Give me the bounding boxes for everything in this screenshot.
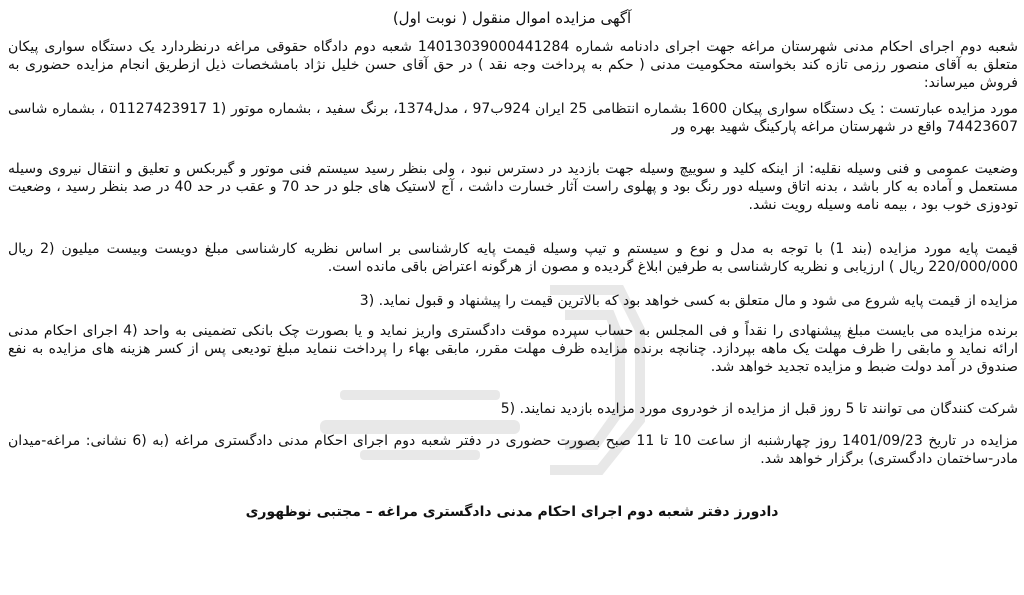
- item-vehicle-condition: وضعیت عمومی و فنی وسیله نقلیه: از اینکه کلید و سوییچ وسیله جهت بازدید در دسترس نبود ، ولی بنظر رسید سیستم فنی موتور و گیربکس و تعلیق و انتقال نیروی وسیله مستعمل و آماده به کار باشد ، بدنه اتاق وسیله دور رنگ بود و پهلوی راست آثار خسارت داشت ، آج لاستیک های جلو در حد 70 و عقب در حد 40 در صد بنظر رسید ، وضعیت تودوزی خوب بود ، بیمه نامه وسیله رویت نشد.: [8, 161, 1018, 213]
- intro-paragraph: شعبه دوم اجرای احکام مدنی شهرستان مراغه جهت اجرای دادنامه شماره 14013039000441284 شعبه دوم دادگاه حقوقی مراغه درنظردارد یک دستگاه سواری پیکان متعلق به آقای منصور رزمی تازه کند بخواسته محکومیت مدنی ( حکم به پرداخت وجه نقد ) در حق آقای حسن خلیل نژاد بامشخصات ذیل ازطریق انجام مزایده حضوری به فروش میرساند:: [8, 39, 1018, 91]
- item-3-starting-price: مزایده از قیمت پایه شروع می شود و مال متعلق به کسی خواهد بود که بالاترین قیمت را پیشنهاد و قبول نماید. (3: [359, 293, 1018, 309]
- item-5-inspection: شرکت کنندگان می توانند تا 5 روز قبل از مزایده از خودروی مورد مزایده بازدید نمایند. (5: [500, 401, 1018, 417]
- item-4-payment-terms: برنده مزایده می بایست مبلغ پیشنهادی را نقداً و فی المجلس به حساب سپرده موقت دادگستری واریز نماید و یا بصورت چک بانکی تضمینی به واحد (4 اجرای احکام مدنی ارائه نماید و مابقی را ظرف مهلت یک ماهه بپردازد. چنانچه برنده مزایده ظرف مهلت مقرر، مابقی بهاء را پرداخت ننماید مبلغ تودیعی پس از کسر هزینه های مزایده به نفع صندوق در آمد دولت ضبط و مزایده تجدید خواهد شد.: [8, 323, 1018, 375]
- signature-line: دادورز دفتر شعبه دوم اجرای احکام مدنی دادگستری مراغه – مجتبی نوظهوری: [245, 504, 779, 520]
- item-6-auction-date: مزایده در تاریخ 1401/09/23 روز چهارشنبه از ساعت 10 تا 11 صبح بصورت حضوری در دفتر شعبه دوم اجرای احکام مدنی دادگستری مراغه (به (6 نشانی: مراغه-میدان مادر-ساختمان دادگستری) برگزار خواهد شد.: [8, 433, 1018, 467]
- item-1-auction-subject: مورد مزایده عبارتست : یک دستگاه سواری پیکان 1600 بشماره انتظامی 25 ایران 924ب97 ، مدل1374، برنگ سفید ، بشماره موتور (1 01127423917 ، بشماره شاسی 74423607 واقع در شهرستان مراغه پارکینگ شهید بهره ور: [8, 101, 1018, 135]
- item-2-base-price: قیمت پایه مورد مزایده (بند 1) با توجه به مدل و نوع و سیستم و تیپ وسیله قیمت پایه کارشناسی بر اساس نظریه کارشناسی مبلغ دویست وبیست میلیون (2 ریال 220/000/000 ریال ) ارزیابی و نظریه کارشناسی به طرفین ابلاغ گردیده و مصون از هرگونه اعتراض باقی مانده است.: [8, 241, 1018, 275]
- notice-title: آگهی مزایده اموال منقول ( نوبت اول): [392, 9, 632, 27]
